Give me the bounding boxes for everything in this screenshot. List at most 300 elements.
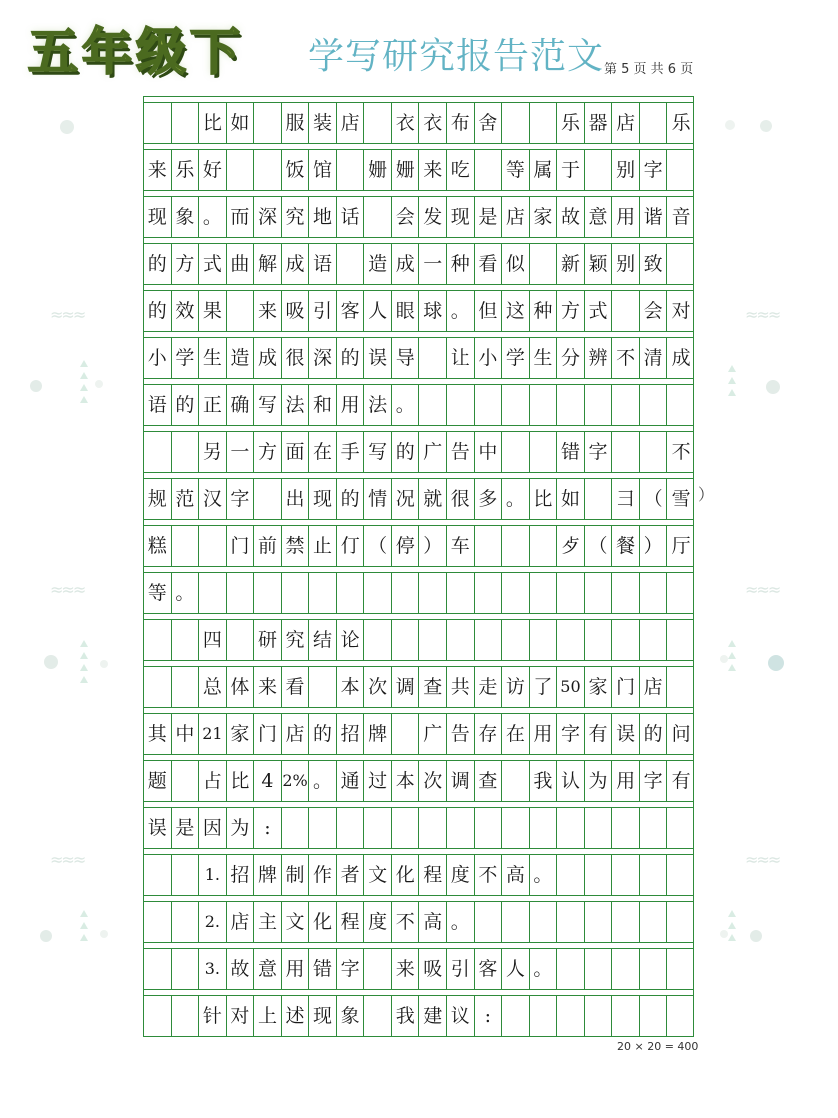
bg-triangle: [728, 934, 736, 941]
grid-cell: ）: [640, 526, 668, 566]
grid-cell: 人: [502, 949, 530, 989]
grid-cell: 车: [447, 526, 475, 566]
grid-cell: 文: [364, 855, 392, 895]
grid-cell: [585, 479, 613, 519]
grid-cell: 店: [640, 667, 668, 707]
bg-triangle: [728, 640, 736, 647]
grid-cell: 曲: [227, 244, 255, 284]
grid-cell: 家: [585, 667, 613, 707]
bg-dot: [44, 655, 58, 669]
grid-cell: [502, 761, 530, 801]
grid-cell: 方: [254, 432, 282, 472]
grid-cell: 是: [172, 808, 200, 848]
grid-row: [143, 572, 694, 613]
grid-cell: 门: [612, 667, 640, 707]
grid-cell: 很: [447, 479, 475, 519]
bg-triangle: [80, 396, 88, 403]
grid-row: [143, 666, 694, 707]
bg-triangle: [728, 377, 736, 384]
grid-cell: 广: [419, 432, 447, 472]
grid-cell: [144, 432, 172, 472]
grid-cell: [585, 620, 613, 660]
grid-cell: 成: [671, 346, 691, 369]
grid-cell: 家: [227, 714, 255, 754]
grid-cell: 清: [640, 338, 668, 378]
grid-cell: 广: [419, 714, 447, 754]
grid-cell: [502, 996, 530, 1036]
bg-dot: [720, 930, 728, 938]
grid-cell: 。: [530, 855, 558, 895]
grid-cell: 不: [475, 855, 503, 895]
grid-cell: [667, 244, 695, 284]
grid-cell: [475, 808, 503, 848]
grid-cell: 现: [309, 996, 337, 1036]
grid-cell: 者: [337, 855, 365, 895]
grid-cell: 究: [282, 620, 310, 660]
grid-cell: 小: [144, 338, 172, 378]
grid-cell: [475, 573, 503, 613]
grid-cell: 面: [282, 432, 310, 472]
grid-cell: [172, 526, 200, 566]
grid-cell: 有: [585, 714, 613, 754]
grid-cell: [364, 620, 392, 660]
grid-cell: 正: [199, 385, 227, 425]
grid-cell: 建: [419, 996, 447, 1036]
grid-cell: 引: [309, 291, 337, 331]
grid-cell: 牌: [364, 714, 392, 754]
bg-triangle: [728, 389, 736, 396]
grid-cell: 2%: [282, 761, 310, 801]
grid-cell: 共: [447, 667, 475, 707]
grid-cell: 论: [337, 620, 365, 660]
grid-cell: [667, 620, 695, 660]
grid-cell: 餐: [612, 526, 640, 566]
grid-cell: [392, 573, 420, 613]
grid-cell: 语: [144, 385, 172, 425]
grid-cell: [612, 573, 640, 613]
grid-cell: [530, 573, 558, 613]
grid-cell: 是: [475, 197, 503, 237]
grid-cell: 如: [227, 103, 255, 143]
grid-cell: 。: [172, 573, 200, 613]
grid-cell: [612, 902, 640, 942]
grid-cell: [254, 150, 282, 190]
grid-cell: 学: [502, 338, 530, 378]
grid-cell: 占: [199, 761, 227, 801]
grid-cell: [419, 620, 447, 660]
grid-row: [143, 995, 694, 1036]
bg-dot: [760, 120, 772, 132]
grid-cell: [419, 338, 447, 378]
bg-wave: ≈≈≈: [50, 305, 85, 324]
grid-cell: 写: [364, 432, 392, 472]
grid-cell: [227, 620, 255, 660]
grid-cell: 生: [199, 338, 227, 378]
grid-cell: 多: [475, 479, 503, 519]
grid-cell: 来: [392, 949, 420, 989]
grid-cell: [172, 667, 200, 707]
bg-triangle: [80, 384, 88, 391]
grid-cell: [144, 902, 172, 942]
bg-dot: [95, 380, 103, 388]
grid-cell: 话: [337, 197, 365, 237]
grid-cell: [640, 996, 668, 1036]
grid-cell: [172, 103, 200, 143]
grid-cell: 制: [282, 855, 310, 895]
grid-row: [143, 713, 694, 754]
grid-cell: 来: [254, 291, 282, 331]
grid-cell: [172, 996, 200, 1036]
bg-triangle: [80, 640, 88, 647]
page-counter: 第 5 页 共 6 页: [604, 62, 694, 77]
grid-cell: 况: [392, 479, 420, 519]
grid-cell: 研: [254, 620, 282, 660]
grid-cell: 吸: [419, 949, 447, 989]
grid-cell: 我: [392, 996, 420, 1036]
grid-cell: 次: [364, 667, 392, 707]
grid-cell: 引: [447, 949, 475, 989]
grid-cell: 2.: [199, 902, 227, 942]
grid-cell: 上: [254, 996, 282, 1036]
grid-cell: [585, 996, 613, 1036]
grid-cell: 前: [254, 526, 282, 566]
grid-row: [143, 807, 694, 848]
grid-cell: 中: [475, 432, 503, 472]
grid-cell: [640, 385, 668, 425]
grid-cell: [447, 620, 475, 660]
bg-triangle: [728, 652, 736, 659]
grid-cell: 述: [282, 996, 310, 1036]
grid-cell: 故: [557, 197, 585, 237]
grid-cell: 成: [282, 244, 310, 284]
grid-cell: 现: [309, 479, 337, 519]
grid-cell: 在: [502, 714, 530, 754]
grid-cell: 饭: [282, 150, 310, 190]
grid-cell: [612, 620, 640, 660]
grid-cell: [612, 949, 640, 989]
bg-triangle: [80, 934, 88, 941]
grid-cell: [419, 573, 447, 613]
grid-cell: [530, 526, 558, 566]
bg-wave: ≈≈≈: [50, 850, 85, 869]
grid-cell: 舍: [475, 103, 503, 143]
grid-cell: 店: [337, 103, 365, 143]
grid-cell: [199, 526, 227, 566]
grid-cell: [530, 432, 558, 472]
grid-cell: 招: [227, 855, 255, 895]
grid-cell: 对: [671, 299, 691, 322]
grid-cell: [309, 667, 337, 707]
grid-cell: 解: [254, 244, 282, 284]
grid-cell: [502, 902, 530, 942]
grid-cell: 雪: [671, 487, 691, 510]
grid-cell: 这: [502, 291, 530, 331]
grid-cell: 似: [502, 244, 530, 284]
bg-dot: [750, 930, 762, 942]
grid-cell: 方: [557, 291, 585, 331]
grid-cell: ）: [419, 526, 447, 566]
grid-cell: 有: [671, 769, 691, 792]
grid-cell: （: [640, 479, 668, 519]
bg-triangle: [80, 664, 88, 671]
grid-cell: [337, 244, 365, 284]
grid-cell: 告: [447, 714, 475, 754]
grid-cell: 一: [419, 244, 447, 284]
grid-cell: 馆: [309, 150, 337, 190]
grid-cell: [309, 808, 337, 848]
grid-cell: [502, 573, 530, 613]
grid-cell: [612, 855, 640, 895]
grid-cell: 吃: [447, 150, 475, 190]
grid-cell: [364, 949, 392, 989]
grid-cell: [557, 620, 585, 660]
grid-row: [143, 854, 694, 895]
grid-cell: 告: [447, 432, 475, 472]
grid-cell: [144, 855, 172, 895]
bg-triangle: [80, 360, 88, 367]
grid-cell: [585, 808, 613, 848]
grid-cell: [502, 808, 530, 848]
grid-cell: [227, 573, 255, 613]
grid-cell: 导: [392, 338, 420, 378]
bg-triangle: [80, 910, 88, 917]
grid-cell: [144, 667, 172, 707]
grid-cell: 意: [585, 197, 613, 237]
grid-cell: 方: [172, 244, 200, 284]
grid-cell: 人: [364, 291, 392, 331]
grid-cell: [172, 902, 200, 942]
grid-cell: 来: [254, 667, 282, 707]
grid-cell: 糕: [144, 526, 172, 566]
grid-row: [143, 431, 694, 472]
bg-dot: [725, 120, 735, 130]
grid-cell: [640, 855, 668, 895]
grid-cell: 颖: [585, 244, 613, 284]
grid-cell: [447, 808, 475, 848]
grid-cell: 我: [530, 761, 558, 801]
grid-cell: [667, 949, 695, 989]
grid-cell: 。: [530, 949, 558, 989]
grid-cell: [585, 855, 613, 895]
grid-cell: [337, 150, 365, 190]
grid-cell: 的: [337, 479, 365, 519]
grid-cell: 手: [337, 432, 365, 472]
grid-cell: 认: [557, 761, 585, 801]
grid-cell: 衣: [419, 103, 447, 143]
grid-cell: 范: [172, 479, 200, 519]
grid-cell: 音: [671, 205, 691, 228]
writing-grid: [143, 96, 694, 1037]
grid-cell: 四: [199, 620, 227, 660]
grid-cell: 如: [557, 479, 585, 519]
grid-cell: [530, 385, 558, 425]
grid-cell: 规: [144, 479, 172, 519]
grid-cell: 误: [364, 338, 392, 378]
grid-cell: [667, 902, 695, 942]
grid-cell: 象: [337, 996, 365, 1036]
grid-cell: 很: [282, 338, 310, 378]
bg-wave: ≈≈≈: [745, 305, 780, 324]
grid-cell: 乐: [557, 103, 585, 143]
grid-cell: 成: [392, 244, 420, 284]
grid-cell: [530, 620, 558, 660]
grid-cell: 比: [530, 479, 558, 519]
grid-cell: 。: [309, 761, 337, 801]
grid-cell: 装: [309, 103, 337, 143]
grid-cell: 的: [640, 714, 668, 754]
grid-cell: 作: [309, 855, 337, 895]
grid-cell: 式: [585, 291, 613, 331]
grid-cell: （: [364, 526, 392, 566]
grid-cell: 中: [172, 714, 200, 754]
grid-cell: 牌: [254, 855, 282, 895]
grid-cell: [144, 949, 172, 989]
grid-cell: 就: [419, 479, 447, 519]
grid-cell: 造: [364, 244, 392, 284]
grid-cell: [640, 808, 668, 848]
bg-triangle: [728, 664, 736, 671]
grid-cell: 客: [337, 291, 365, 331]
grid-cell: [475, 902, 503, 942]
grid-cell: [144, 620, 172, 660]
grid-cell: [557, 996, 585, 1036]
grid-cell: 店: [282, 714, 310, 754]
grid-cell: 存: [475, 714, 503, 754]
grid-cell: 球: [419, 291, 447, 331]
grid-cell: 发: [419, 197, 447, 237]
grid-cell: 深: [254, 197, 282, 237]
grid-cell: [640, 432, 668, 472]
bg-dot: [60, 120, 74, 134]
grid-cell: [254, 103, 282, 143]
grid-cell: [557, 855, 585, 895]
grid-cell: 。: [447, 902, 475, 942]
grid-cell: 的: [337, 338, 365, 378]
grid-cell: 不: [612, 338, 640, 378]
grid-cell: [337, 573, 365, 613]
bg-dot: [30, 380, 42, 392]
grid-cell: [447, 385, 475, 425]
grid-cell: 字: [337, 949, 365, 989]
grid-cell: 确: [227, 385, 255, 425]
grid-row: [143, 525, 694, 566]
bg-triangle: [80, 652, 88, 659]
grid-cell: 21: [199, 714, 227, 754]
grid-cell: [364, 197, 392, 237]
grid-cell: 高: [419, 902, 447, 942]
grid-cell: 等: [144, 573, 172, 613]
grid-cell: 用: [612, 761, 640, 801]
grid-cell: [309, 573, 337, 613]
grid-cell: 店: [227, 902, 255, 942]
grid-cell: 看: [282, 667, 310, 707]
grid-cell: 程: [419, 855, 447, 895]
grid-cell: 1.: [199, 855, 227, 895]
grid-cell: 乐: [671, 111, 691, 134]
grid-cell: 在: [309, 432, 337, 472]
grid-cell: 程: [337, 902, 365, 942]
grid-cell: [337, 808, 365, 848]
grid-cell: :: [475, 996, 503, 1036]
grid-cell: 。: [392, 385, 420, 425]
grid-cell: [640, 620, 668, 660]
grid-cell: 调: [447, 761, 475, 801]
grid-cell: 字: [557, 714, 585, 754]
bg-dot: [100, 660, 108, 668]
grid-cell: 式: [199, 244, 227, 284]
grid-count-label: 20 × 20 = 400: [617, 1040, 699, 1053]
grid-cell: 高: [502, 855, 530, 895]
grid-cell: 深: [309, 338, 337, 378]
grid-cell: 歺: [557, 526, 585, 566]
grid-cell: [585, 949, 613, 989]
grid-cell: 等: [502, 150, 530, 190]
grid-cell: [172, 949, 200, 989]
grid-row: [143, 478, 694, 519]
grid-cell: 分: [557, 338, 585, 378]
grid-cell: [585, 902, 613, 942]
grid-cell: 门: [227, 526, 255, 566]
bg-triangle: [728, 365, 736, 372]
grid-cell: [254, 573, 282, 613]
grid-cell: [612, 808, 640, 848]
grid-row: [143, 760, 694, 801]
grid-cell: [667, 996, 695, 1036]
grid-cell: 仃: [337, 526, 365, 566]
grid-cell: 文: [282, 902, 310, 942]
grid-cell: [282, 573, 310, 613]
grid-cell: [612, 432, 640, 472]
grid-cell: 究: [282, 197, 310, 237]
grid-cell: [502, 103, 530, 143]
grid-cell: [612, 291, 640, 331]
bg-triangle: [80, 676, 88, 683]
grid-cell: 比: [227, 761, 255, 801]
grid-cell: 体: [227, 667, 255, 707]
grid-cell: [530, 808, 558, 848]
grid-cell: 新: [557, 244, 585, 284]
grid-cell: 误: [612, 714, 640, 754]
grid-cell: 看: [475, 244, 503, 284]
grid-cell: 比: [199, 103, 227, 143]
grid-cell: 小: [475, 338, 503, 378]
grid-cell: 字: [640, 150, 668, 190]
grid-cell: [475, 526, 503, 566]
grid-cell: 误: [144, 808, 172, 848]
grid-cell: 现: [144, 197, 172, 237]
grid-cell: 其: [144, 714, 172, 754]
grid-cell: 过: [364, 761, 392, 801]
grid-cell: 来: [419, 150, 447, 190]
grade-badge: 五年级下: [28, 22, 244, 81]
grid-cell: [640, 103, 668, 143]
grid-cell: [447, 573, 475, 613]
grid-cell: [530, 996, 558, 1036]
grid-cell: 通: [337, 761, 365, 801]
bg-wave: ≈≈≈: [745, 850, 780, 869]
grid-cell: [419, 808, 447, 848]
grid-cell: 写: [254, 385, 282, 425]
grid-cell: [557, 902, 585, 942]
bg-dot: [40, 930, 52, 942]
grid-cell: [172, 620, 200, 660]
grid-cell: [392, 620, 420, 660]
grid-cell: 意: [254, 949, 282, 989]
grid-cell: 3.: [199, 949, 227, 989]
grid-cell: 度: [447, 855, 475, 895]
grid-cell: 本: [392, 761, 420, 801]
grid-cell: 会: [392, 197, 420, 237]
